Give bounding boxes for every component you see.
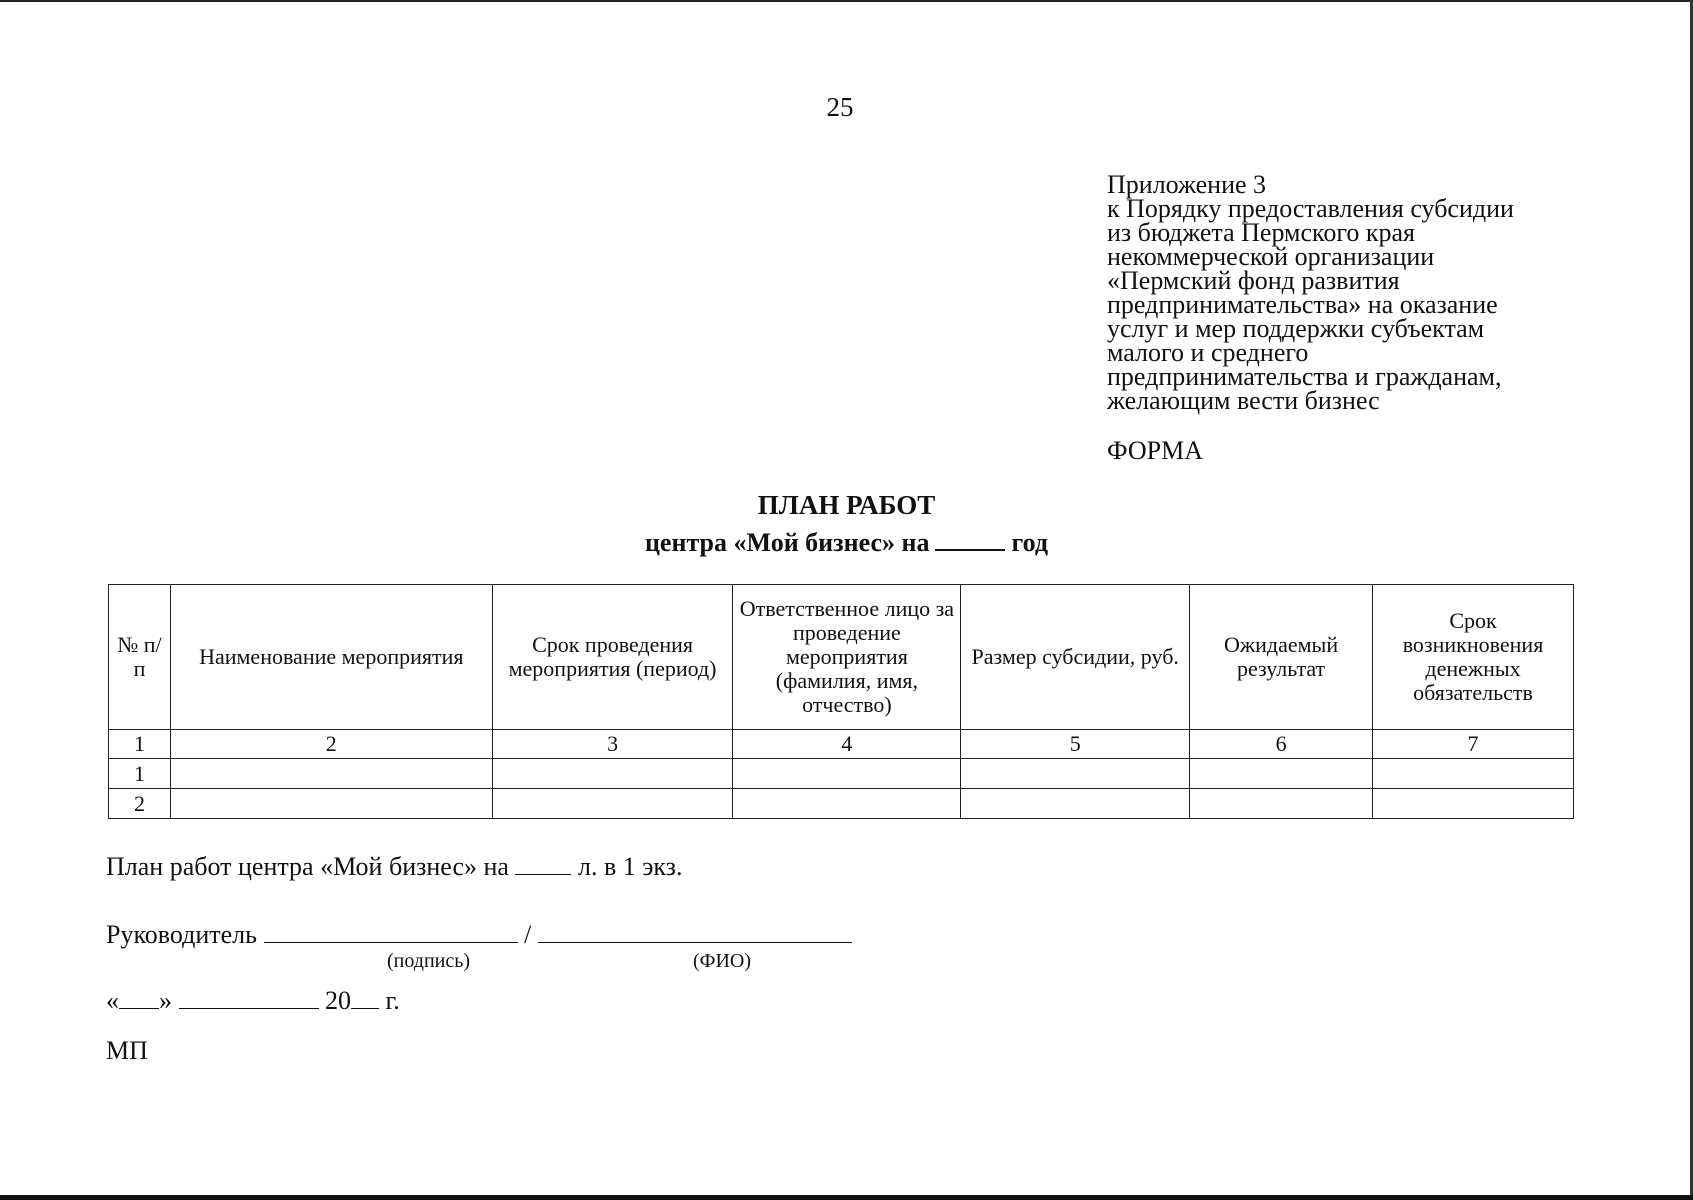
- table-cell: [170, 759, 492, 789]
- column-number: 7: [1373, 730, 1574, 759]
- table-cell: [1373, 789, 1574, 819]
- table-cell: [1190, 789, 1373, 819]
- scan-edge-bottom: [0, 1195, 1693, 1200]
- column-number: 6: [1190, 730, 1373, 759]
- pages-before: План работ центра «Мой бизнес» на: [106, 852, 509, 881]
- appendix-line: предпринимательства» на оказание: [1107, 290, 1498, 319]
- pages-after: л. в 1 экз.: [577, 852, 683, 881]
- column-number: 5: [961, 730, 1190, 759]
- plan-table: [108, 584, 1574, 819]
- table-cell: [961, 789, 1190, 819]
- date-open-quote: «: [106, 986, 119, 1015]
- appendix-line: к Порядку предоставления субсидии: [1107, 194, 1514, 223]
- table-cell: 1: [109, 759, 171, 789]
- header-result: Ожидаемый результат: [1190, 585, 1373, 730]
- appendix-line: желающим вести бизнес: [1107, 386, 1380, 415]
- appendix-line: услуг и мер поддержки субъектам: [1107, 314, 1485, 343]
- table-cell: [492, 789, 733, 819]
- pages-blank: [515, 852, 571, 875]
- table-cell: [170, 789, 492, 819]
- appendix-line: Приложение 3: [1107, 170, 1267, 199]
- header-obligations: Срок возникновения денежных обязательств: [1373, 585, 1574, 730]
- appendix-line: малого и среднего: [1107, 338, 1309, 367]
- header-period: Срок проведения мероприятия (период): [492, 585, 733, 730]
- column-number-row: [109, 730, 1574, 759]
- table-cell: [733, 759, 961, 789]
- subtitle-after: год: [1011, 528, 1049, 557]
- table-cell: 2: [109, 789, 171, 819]
- table-row: [109, 759, 1574, 789]
- fio-blank: [538, 920, 852, 943]
- pages-count-line: [106, 852, 682, 882]
- scan-edge-top: [0, 0, 1693, 2]
- table-cell: [1190, 759, 1373, 789]
- stamp-label: МП: [106, 1036, 148, 1065]
- appendix-line: из бюджета Пермского края: [1107, 218, 1416, 247]
- appendix-line: некоммерческой организации: [1107, 242, 1435, 271]
- year-prefix: 20: [325, 986, 351, 1015]
- column-number: 2: [170, 730, 492, 759]
- table-cell: [733, 789, 961, 819]
- table-row: [109, 789, 1574, 819]
- table-cell: [492, 759, 733, 789]
- column-number: 4: [733, 730, 961, 759]
- signature-caption: (подпись): [387, 950, 471, 972]
- date-line: [106, 986, 400, 1016]
- year-blank-footer: [351, 986, 379, 1009]
- day-blank: [119, 986, 159, 1009]
- fio-caption: (ФИО): [693, 950, 752, 972]
- signature-blank: [264, 920, 518, 943]
- header-number: № п/п: [109, 585, 171, 730]
- document-title: ПЛАН РАБОТ: [757, 490, 936, 520]
- document-subtitle: [0, 527, 1693, 558]
- appendix-line: «Пермский фонд развития: [1107, 266, 1400, 295]
- year-blank: [935, 527, 1005, 551]
- table-header-row: [109, 585, 1574, 730]
- head-label: Руководитель: [106, 920, 257, 949]
- header-responsible: Ответственное лицо за проведение мероприятия (фамилия, имя, отчество): [733, 585, 961, 730]
- appendix-line: предпринимательства и гражданам,: [1107, 362, 1502, 391]
- header-event-name: Наименование мероприятия: [170, 585, 492, 730]
- form-label: ФОРМА: [1107, 436, 1203, 465]
- subtitle-before: центра «Мой бизнес» на: [644, 528, 930, 557]
- slash-separator: /: [524, 920, 532, 949]
- appendix-block: [1107, 170, 1567, 415]
- month-blank: [179, 986, 319, 1009]
- header-subsidy: Размер субсидии, руб.: [961, 585, 1190, 730]
- page-number: 25: [826, 92, 854, 122]
- table-cell: [1373, 759, 1574, 789]
- year-suffix: г.: [385, 986, 400, 1015]
- table-cell: [961, 759, 1190, 789]
- signature-line: [106, 920, 852, 950]
- column-number: 3: [492, 730, 733, 759]
- date-close-quote: »: [159, 986, 172, 1015]
- column-number: 1: [109, 730, 171, 759]
